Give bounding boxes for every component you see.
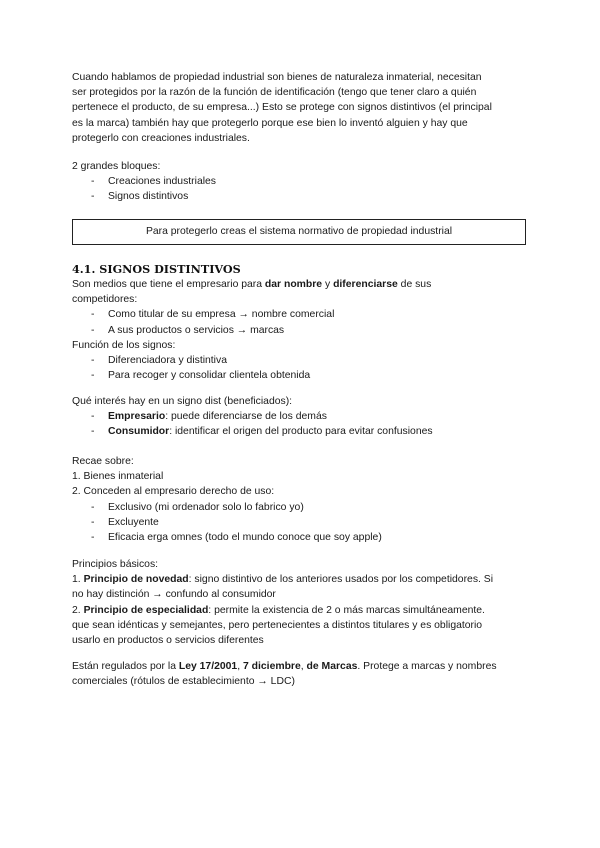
boxed-note-text: Para protegerlo creas el sistema normativo de propiedad industrial [145,226,453,237]
interes-heading: Qué interés hay en un signo dist (beneficiados): [72,396,293,407]
recae-item: 2. Conceden al empresario derecho de uso: [72,486,275,498]
list-item: - Para recoger y consolidar clientela obtenida [72,368,530,383]
list-item: - Excluyente [72,515,530,530]
principio-line: 2. Principio de especialidad: permite la existencia de 2 o más marcas simultáneamente. [72,604,485,616]
list-item: - Empresario: puede diferenciarse de los demás [72,409,530,424]
bloques-heading: 2 grandes bloques: [72,161,161,172]
intro-line: pertenece el producto, de su empresa...) Esto se protege con signos distintivos (el principal [72,102,492,114]
principio-line: que sean idénticas y semejantes, pero pertenecientes a distintos titulares y es obligatorio [72,619,483,631]
ley-paragraph [72,659,530,689]
interes-block [72,394,530,440]
ley-line: comerciales (rótulos de establecimiento → LDC) [72,676,295,688]
list-item: - Consumidor: identificar el origen del producto para evitar confusiones [72,424,530,439]
bloques-list [72,159,530,205]
principio-line: 1. Principio de novedad: signo distintivo de los anteriores usados por los competidores. Si [72,574,494,586]
intro-line: es la marca) también hay que protegerlo porque ese bien lo inventó alguien y hay que [72,117,468,129]
section-title: 4.1. SIGNOS DISTINTIVOS [72,262,241,276]
recae-block [72,454,530,545]
definition-line: Son medios que tiene el empresario para dar nombre y diferenciarse de sus [72,279,432,290]
intro-paragraph [72,70,530,146]
intro-line: Cuando hablamos de propiedad industrial son bienes de naturaleza inmaterial, necesitan [72,72,482,83]
list-item: - Diferenciadora y distintiva [72,353,530,368]
definition-line: competidores: [72,294,138,306]
intro-line: ser protegidos por la razón de la función de identificación (tengo que tener claro a quién [72,87,477,99]
principios-heading: Principios básicos: [72,559,159,570]
ley-line: Están regulados por la Ley 17/2001, 7 diciembre, de Marcas. Protege a marcas y nombres [72,661,497,672]
principio-line: usarlo en productos o servicios diferentes [72,635,264,647]
list-item: - Eficacia erga omnes (todo el mundo conoce que soy apple) [72,530,530,545]
intro-line: protegerlo con creaciones industriales. [72,132,250,144]
list-item: - A sus productos o servicios → marcas [72,323,530,338]
list-item: - Exclusivo (mi ordenador solo lo fabrico yo) [72,500,530,515]
recae-item: 1. Bienes inmaterial [72,471,164,483]
list-item: - Creaciones industriales [72,174,530,189]
principio-line: no hay distinción → confundo al consumidor [72,589,276,601]
list-item: - Signos distintivos [72,189,530,204]
recae-heading: Recae sobre: [72,456,134,467]
list-item: - Como titular de su empresa → nombre comercial [72,307,530,322]
funcion-heading: Función de los signos: [72,339,176,351]
principios-block [72,557,530,648]
boxed-note [72,219,526,245]
section-signos [72,262,530,383]
